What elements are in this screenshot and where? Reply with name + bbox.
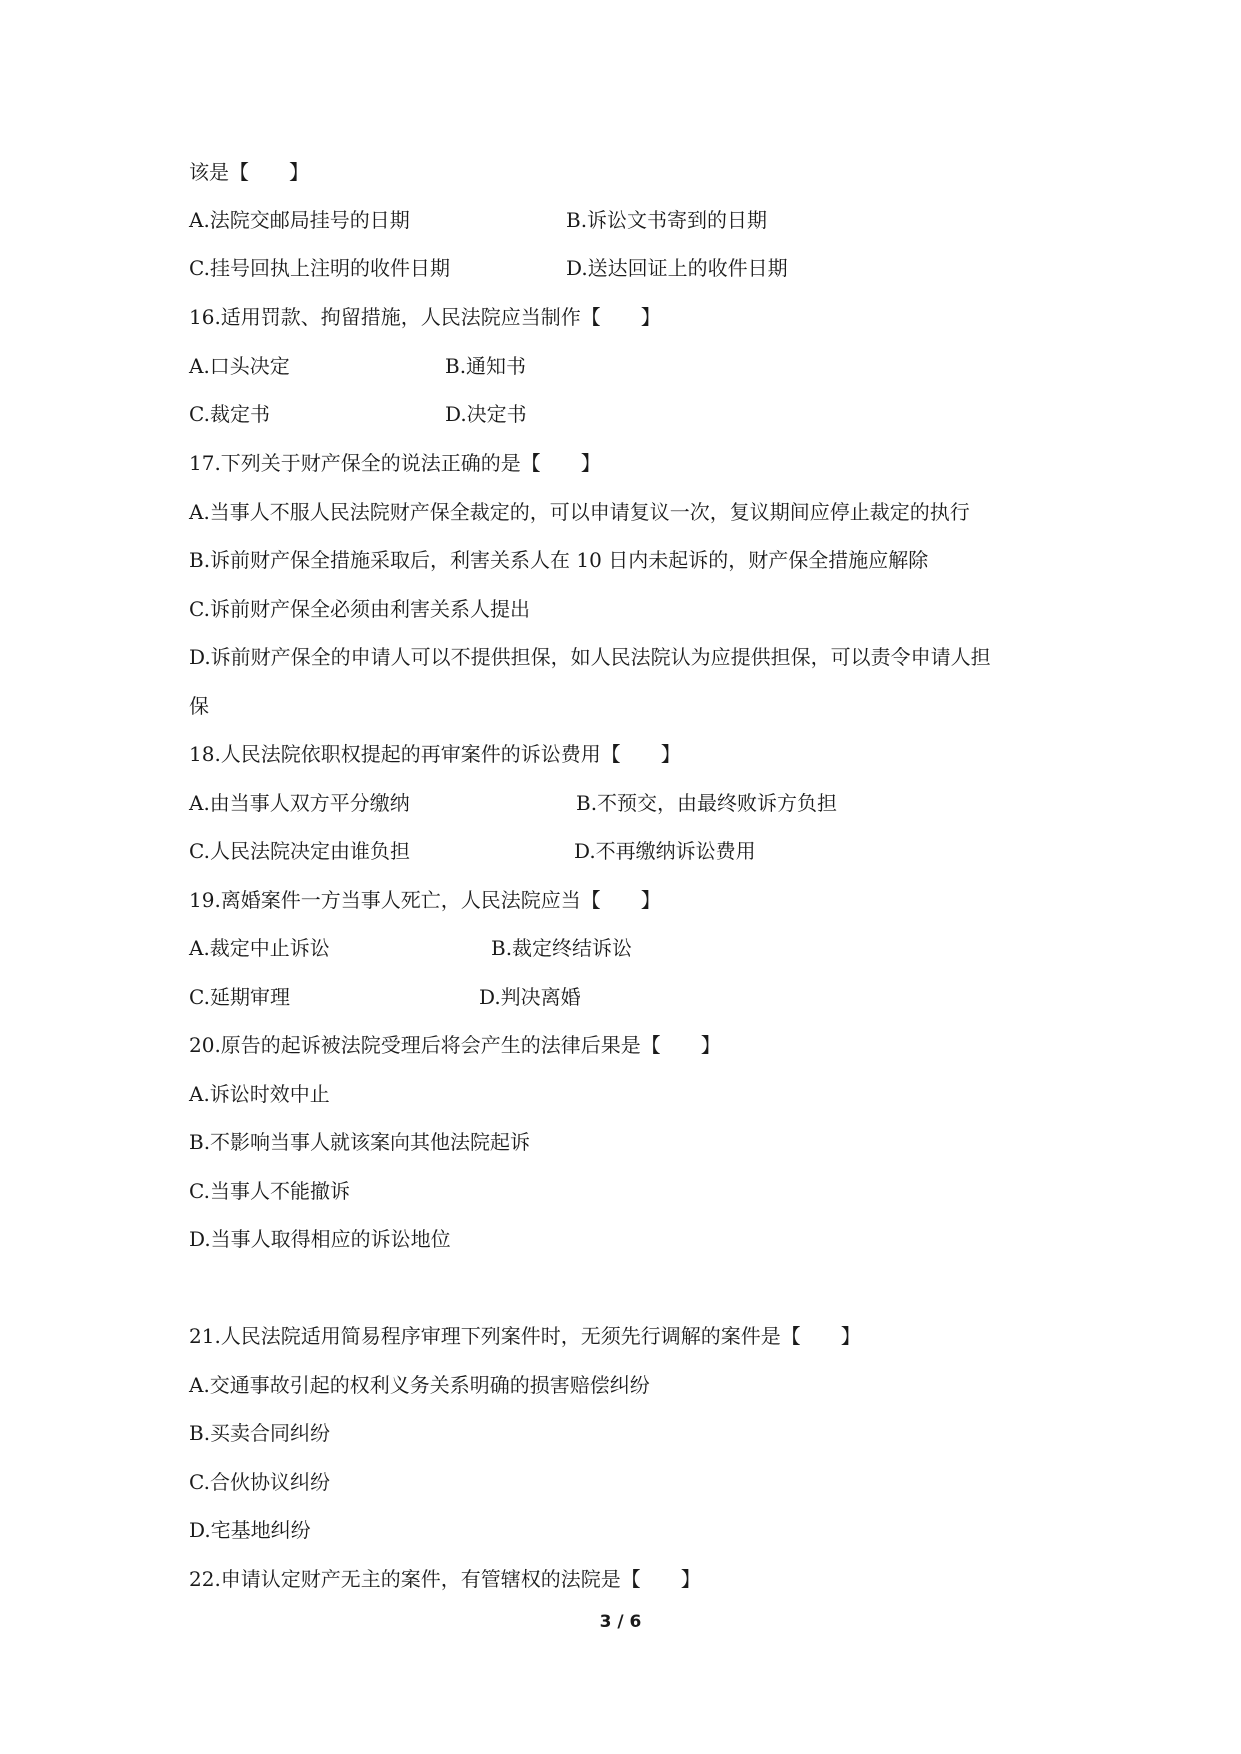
option-b: B.裁定终结诉讼 bbox=[491, 936, 633, 960]
page-number: 3 / 6 bbox=[599, 1612, 642, 1632]
question-21-option-b: B.买卖合同纠纷 bbox=[189, 1421, 331, 1445]
option-c: C.裁定书 bbox=[189, 402, 270, 426]
question-20-option-c: C.当事人不能撤诉 bbox=[189, 1179, 350, 1203]
question-18: 18.人民法院依职权提起的再审案件的诉讼费用【 】 bbox=[189, 742, 681, 766]
question-16: 16.适用罚款、拘留措施，人民法院应当制作【 】 bbox=[189, 305, 661, 329]
question-22: 22.申请认定财产无主的案件，有管辖权的法院是【 】 bbox=[189, 1567, 701, 1591]
question-20-option-b: B.不影响当事人就该案向其他法院起诉 bbox=[189, 1130, 531, 1154]
option-b: B.诉讼文书寄到的日期 bbox=[566, 208, 768, 232]
question-19-options-row-2 bbox=[189, 985, 581, 1009]
option-c: C.延期审理 bbox=[189, 985, 290, 1009]
question-17: 17.下列关于财产保全的说法正确的是【 】 bbox=[189, 451, 601, 475]
question-17-option-c: C.诉前财产保全必须由利害关系人提出 bbox=[189, 597, 530, 621]
question-15-options-row-1 bbox=[189, 208, 768, 232]
question-21-option-a: A.交通事故引起的权利义务关系明确的损害赔偿纠纷 bbox=[189, 1373, 650, 1397]
question-17-option-d-continued: 保 bbox=[189, 694, 209, 718]
option-a: A.法院交邮局挂号的日期 bbox=[189, 208, 410, 232]
question-19: 19.离婚案件一方当事人死亡，人民法院应当【 】 bbox=[189, 888, 661, 912]
question-21-option-c: C.合伙协议纠纷 bbox=[189, 1470, 330, 1494]
question-15-tail: 该是【 】 bbox=[189, 160, 309, 184]
option-c: C.挂号回执上注明的收件日期 bbox=[189, 256, 450, 280]
question-21-option-d: D.宅基地纠纷 bbox=[189, 1518, 311, 1542]
option-d: D.判决离婚 bbox=[479, 985, 581, 1009]
question-18-options-row-2 bbox=[189, 839, 756, 863]
question-17-option-b: B.诉前财产保全措施采取后，利害关系人在 10 日内未起诉的，财产保全措施应解除 bbox=[189, 548, 929, 572]
question-18-options-row-1 bbox=[189, 791, 838, 815]
option-d: D.不再缴纳诉讼费用 bbox=[574, 839, 756, 863]
question-17-option-a: A.当事人不服人民法院财产保全裁定的，可以申请复议一次，复议期间应停止裁定的执行 bbox=[189, 500, 970, 524]
option-d: D.决定书 bbox=[445, 402, 527, 426]
question-16-options-row-1 bbox=[189, 354, 527, 378]
option-a: A.口头决定 bbox=[189, 354, 290, 378]
question-17-option-d: D.诉前财产保全的申请人可以不提供担保，如人民法院认为应提供担保，可以责令申请人担 bbox=[189, 645, 991, 669]
option-c: C.人民法院决定由谁负担 bbox=[189, 839, 410, 863]
question-19-options-row-1 bbox=[189, 936, 633, 960]
question-20: 20.原告的起诉被法院受理后将会产生的法律后果是【 】 bbox=[189, 1033, 721, 1057]
question-20-option-a: A.诉讼时效中止 bbox=[189, 1082, 330, 1106]
option-b: B.通知书 bbox=[445, 354, 527, 378]
option-d: D.送达回证上的收件日期 bbox=[566, 256, 788, 280]
option-a: A.裁定中止诉讼 bbox=[189, 936, 330, 960]
question-16-options-row-2 bbox=[189, 402, 527, 426]
question-15-options-row-2 bbox=[189, 256, 788, 280]
option-b: B.不预交，由最终败诉方负担 bbox=[576, 791, 838, 815]
question-21: 21.人民法院适用简易程序审理下列案件时，无须先行调解的案件是【 】 bbox=[189, 1324, 861, 1348]
option-a: A.由当事人双方平分缴纳 bbox=[189, 791, 410, 815]
question-20-option-d: D.当事人取得相应的诉讼地位 bbox=[189, 1227, 451, 1251]
